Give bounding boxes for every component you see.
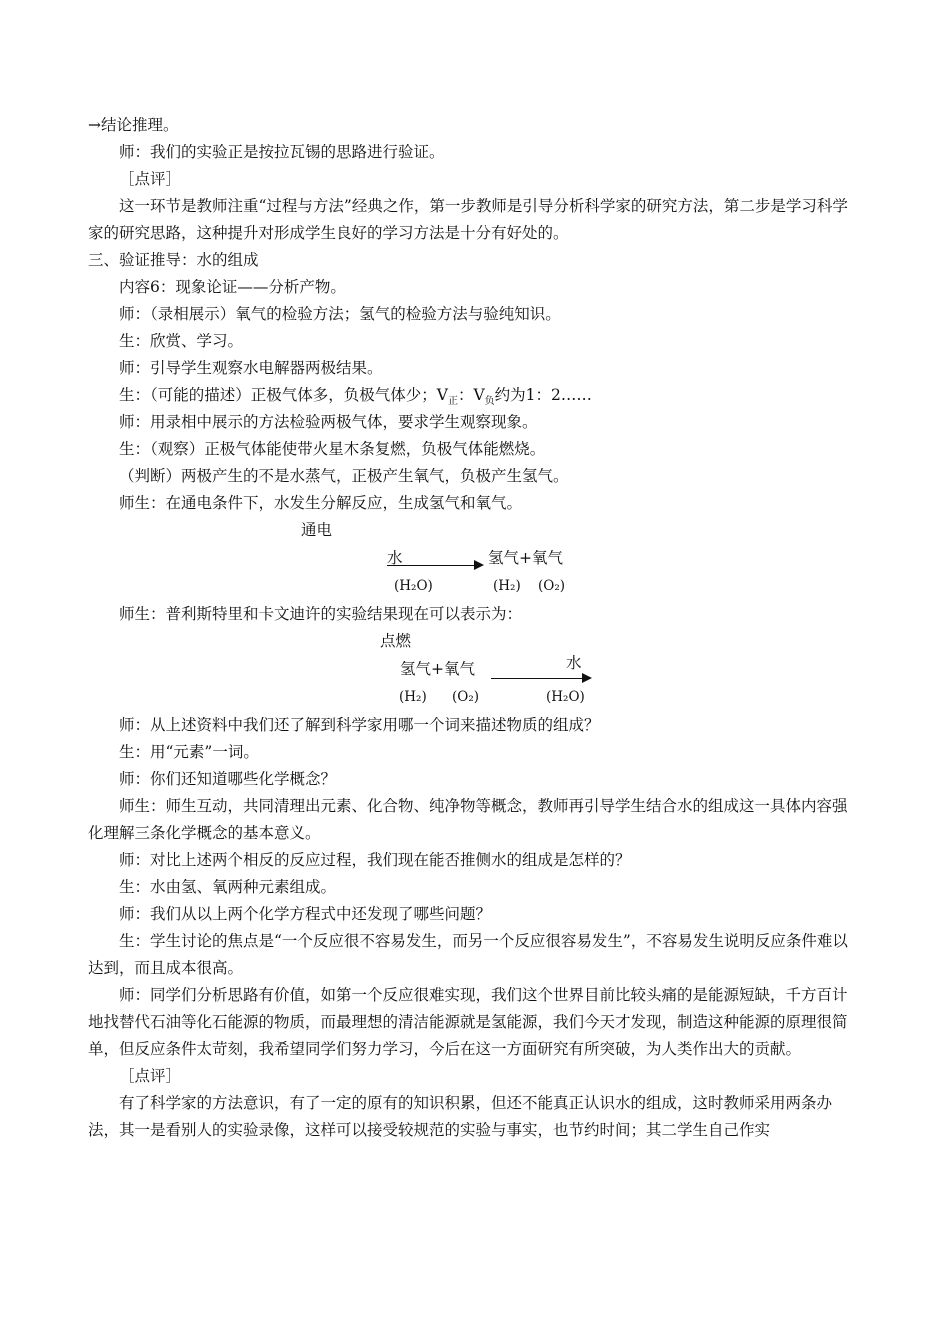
- text-line: 生：水由氢、氧两种元素组成。: [119, 878, 337, 896]
- text-line: 内容6：现象论证——分析产物。: [119, 278, 346, 296]
- text-line: 师生：普利斯特里和卡文迪许的实验结果现在可以表示为：: [119, 605, 523, 623]
- formula-water: (H₂O): [546, 689, 585, 705]
- subscript-positive: 正: [447, 396, 458, 408]
- volume-text-a: 生：（可能的描述）正极气体多，负极气体少；V: [119, 386, 448, 404]
- text-line: 生：（观察）正极气体能使带火星木条复燃，负极气体能燃烧。: [119, 440, 546, 458]
- paragraph: 有了科学家的方法意识，有了一定的原有的知识积累，但还不能真正认识水的组成，这时教师采用两条办法，其一是看别人的实验录像，这样可以接受较规范的实验与事实，也节约时间；其二学生自己作实: [88, 1094, 833, 1139]
- text-line: 生：用“元素”一词。: [119, 743, 259, 761]
- formula-oxygen: (O₂): [538, 578, 566, 594]
- paragraph: 师生：师生互动，共同清理出元素、化合物、纯净物等概念，教师再引导学生结合水的组成这一具体内容强化理解三条化学概念的基本意义。: [88, 797, 848, 842]
- text-line: 师：用录相中展示的方法检验两极气体，要求学生观察现象。: [119, 413, 538, 431]
- formula-hydrogen: (H₂): [399, 689, 427, 705]
- text-line: 生：欣赏、学习。: [119, 332, 244, 350]
- formula-water: (H₂O): [394, 578, 433, 594]
- equation-products: 氢气+氧气: [488, 549, 563, 567]
- text-line: →结论推理。: [88, 116, 179, 134]
- paragraph: 师：同学们分析思路有价值，如第一个反应很难实现，我们这个世界目前比较头痛的是能源短缺，千方百计地找替代石油等化石能源的物质，而最理想的清洁能源就是氢能源，我们今天才发现，制造这种能源的原理很简单，但反应条件太苛刻，我希望同学们努力学习，今后在这一方面研究有所突破，为人类作出大的贡献。: [88, 986, 848, 1058]
- text-line: 师：（录相展示）氧气的检验方法；氢气的检验方法与验纯知识。: [119, 305, 561, 323]
- text-line: 师：我们的实验正是按拉瓦锡的思路进行验证。: [119, 143, 445, 161]
- equation-condition: 点燃: [380, 632, 412, 650]
- comment-heading: ［点评］: [119, 170, 182, 188]
- paragraph: 生：学生讨论的焦点是“一个反应很不容易发生，而另一个反应很容易发生”，不容易发生说明反应条件难以达到，而且成本很高。: [88, 932, 848, 977]
- document-page: [88, 112, 860, 1144]
- subscript-negative: 负: [484, 396, 495, 408]
- reaction-arrow: [491, 678, 583, 679]
- text-line: 师生：在通电条件下，水发生分解反应，生成氢气和氧气。: [119, 494, 523, 512]
- text-line: （判断）两极产生的不是水蒸气，正极产生氧气，负极产生氢气。: [119, 467, 569, 485]
- equation-reactants: 氢气+氧气: [400, 660, 475, 678]
- text-line: 师：引导学生观察水电解器两极结果。: [119, 359, 383, 377]
- formula-oxygen: (O₂): [452, 689, 480, 705]
- equation-electrolysis: [88, 517, 860, 601]
- volume-text-b: ：V: [457, 386, 485, 404]
- comment-heading: ［点评］: [119, 1067, 182, 1085]
- equation-reactant: 水: [387, 549, 403, 567]
- text-line: 师：从上述资料中我们还了解到科学家用哪一个词来描述物质的组成？: [119, 716, 600, 734]
- text-line: 师：你们还知道哪些化学概念？: [119, 770, 337, 788]
- equation-product: 水: [566, 654, 582, 672]
- volume-text-c: 约为1：2……: [494, 386, 592, 404]
- equation-condition: 通电: [301, 521, 333, 539]
- reaction-arrow: [387, 565, 475, 566]
- text-line: 师：我们从以上两个化学方程式中还发现了哪些问题？: [119, 905, 492, 923]
- text-line-volume: [88, 382, 860, 409]
- equation-combustion: [88, 628, 860, 712]
- section-heading: 三、验证推导：水的组成: [88, 251, 259, 269]
- formula-hydrogen: (H₂): [493, 578, 521, 594]
- text-line: 师：对比上述两个相反的反应过程，我们现在能否推侧水的组成是怎样的？: [119, 851, 631, 869]
- paragraph: 这一环节是教师注重“过程与方法”经典之作，第一步教师是引导分析科学家的研究方法，第二步是学习科学家的研究思路，这种提升对形成学生良好的学习方法是十分有好处的。: [88, 197, 848, 242]
